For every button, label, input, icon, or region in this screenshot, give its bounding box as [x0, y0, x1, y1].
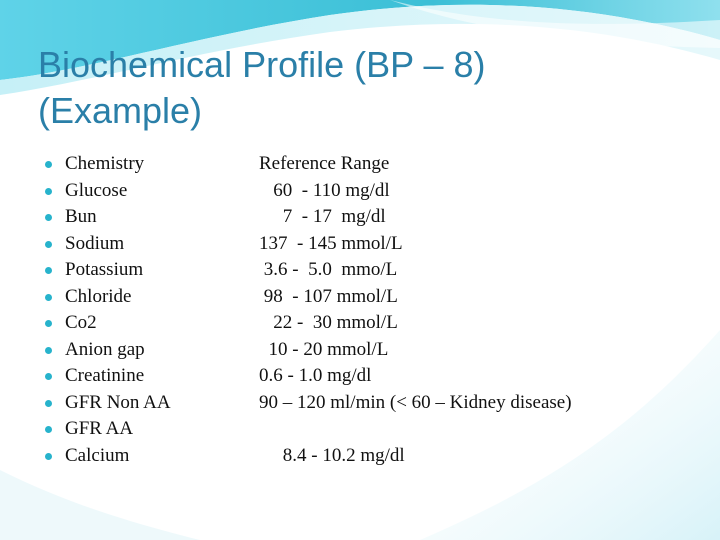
test-name: Bun: [65, 206, 97, 227]
bullet-icon: [45, 453, 52, 460]
bullet-icon: [45, 426, 52, 433]
bullet-icon: [45, 373, 52, 380]
list-item: [45, 231, 403, 258]
bullet-icon: [45, 241, 52, 248]
list-item: [45, 390, 572, 417]
list-item: [45, 257, 398, 284]
bullet-icon: [45, 267, 52, 274]
list-item: [45, 284, 398, 311]
test-name: Glucose: [65, 179, 128, 201]
bullet-icon: [45, 320, 52, 327]
list-item: [45, 151, 390, 178]
bullet-icon: [45, 161, 52, 168]
reference-value: 3.6 - 5.0 mmo/L: [259, 259, 398, 280]
bullet-icon: [45, 214, 52, 221]
reference-value: 22 - 30 mmol/L: [259, 312, 398, 333]
reference-value: 60 - 110 mg/dl: [259, 179, 390, 201]
lab-values-list: [45, 151, 572, 469]
reference-value: 7 - 17 mg/dl: [259, 206, 386, 227]
reference-value: 10 - 20 mmol/L: [259, 338, 389, 360]
test-name: Sodium: [65, 232, 125, 254]
list-item: [45, 204, 386, 231]
bullet-icon: [45, 347, 52, 354]
bullet-icon: [45, 294, 52, 301]
test-name: Creatinine: [65, 365, 145, 386]
test-name: Calcium: [65, 444, 130, 466]
list-item: [45, 310, 398, 337]
reference-value: 98 - 107 mmol/L: [259, 285, 398, 307]
test-name: Potassium: [65, 259, 144, 280]
reference-value: 90 – 120 ml/min (< 60 – Kidney disease): [259, 391, 572, 413]
list-item: [45, 178, 390, 205]
list-item: [45, 443, 405, 470]
test-name: GFR Non AA: [65, 391, 171, 413]
test-name: Anion gap: [65, 338, 145, 360]
test-name: Co2: [65, 312, 97, 333]
slide-title: Biochemical Profile (BP – 8) (Example): [38, 44, 486, 131]
list-item: [45, 363, 372, 390]
test-name: Chloride: [65, 285, 132, 307]
reference-value: 0.6 - 1.0 mg/dl: [259, 365, 372, 386]
reference-value: 8.4 - 10.2 mg/dl: [259, 444, 405, 466]
reference-value: 137 - 145 mmol/L: [259, 232, 403, 254]
bullet-icon: [45, 400, 52, 407]
test-name: Chemistry: [65, 153, 145, 174]
bullet-icon: [45, 188, 52, 195]
reference-value: Reference Range: [259, 153, 390, 174]
list-item: [45, 416, 134, 443]
test-name: GFR AA: [65, 418, 134, 439]
list-item: [45, 337, 389, 364]
